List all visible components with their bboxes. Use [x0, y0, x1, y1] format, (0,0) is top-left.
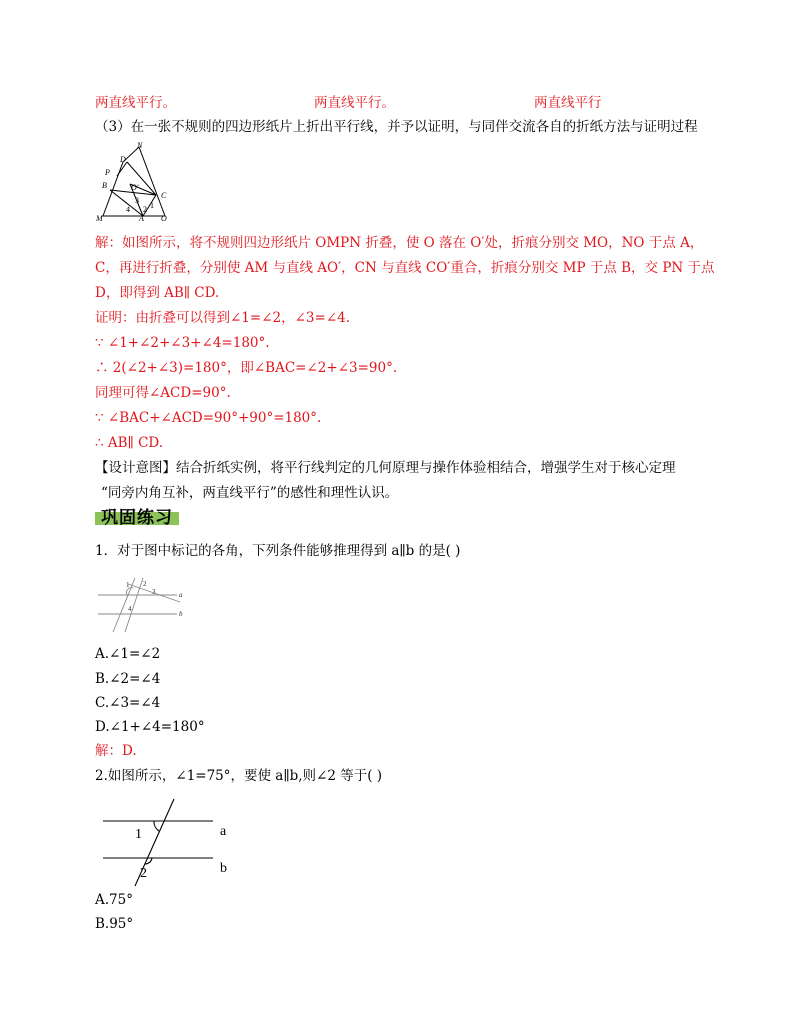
- proof-line-3: ∴ 2(∠2+∠3)=180°，即∠BAC=∠2+∠3=90°.: [95, 360, 398, 376]
- ex2-option-a: A.75°: [95, 892, 133, 908]
- label-C: C: [161, 191, 167, 200]
- label-A: A: [139, 214, 144, 223]
- top-answer-1: 两直线平行。: [95, 95, 176, 111]
- ex1-label-b: b: [179, 610, 183, 618]
- angle-label-1: 1: [150, 201, 154, 210]
- label-O-prime: O': [131, 183, 139, 192]
- angle-label-3: 3: [135, 196, 139, 205]
- ex1-answer: 解：D.: [95, 743, 137, 759]
- top-answer-3: 两直线平行: [534, 95, 602, 111]
- ex1-angle-1: 1: [126, 581, 130, 589]
- proof-line-1: 证明：由折叠可以得到∠1=∠2，∠3=∠4.: [95, 310, 351, 326]
- section-heading-text: 巩固练习: [101, 508, 173, 528]
- quadrilateral-outline: [103, 147, 165, 216]
- solution-line-2: C，再进行折叠，分别使 AM 与直线 AO′，CN 与直线 CO′重合，折痕分别交 MP 于点 B，交 PN 于点: [95, 260, 715, 276]
- angle-arc-1: [154, 821, 159, 831]
- ex2-option-b: B.95°: [95, 916, 134, 932]
- ex1-label-a: a: [179, 591, 183, 599]
- ex1-figure: [95, 574, 190, 634]
- ex2-label-b: b: [220, 861, 227, 876]
- ex1-question: 1．对于图中标记的各角，下列条件能够推理得到 a∥b 的是( ): [95, 543, 461, 559]
- label-O: O: [161, 214, 167, 223]
- ex2-angle-1: 1: [135, 827, 142, 842]
- proof-line-5: ∵ ∠BAC+∠ACD=90°+90°=180°.: [95, 410, 322, 426]
- ex1-option-b: B.∠2=∠4: [95, 671, 161, 687]
- angle-label-4: 4: [126, 205, 130, 214]
- label-M: M: [96, 214, 103, 223]
- ex1-option-a: A.∠1=∠2: [95, 646, 161, 662]
- ex1-option-c: C.∠3=∠4: [95, 695, 161, 711]
- design-intent-line-2: “同旁内角互补，两直线平行”的感性和理性认识。: [101, 485, 399, 501]
- ex2-label-a: a: [220, 824, 227, 839]
- top-answer-2: 两直线平行。: [314, 95, 395, 111]
- ex1-angle-3: 3: [152, 588, 156, 596]
- ex2-angle-2: 2: [140, 866, 147, 881]
- proof-line-6: ∴ AB∥ CD.: [95, 435, 164, 451]
- ex2-figure: [95, 796, 245, 888]
- folding-figure: [95, 140, 175, 222]
- label-N: N: [137, 141, 143, 150]
- proof-line-2: ∵ ∠1+∠2+∠3+∠4=180°.: [95, 335, 270, 351]
- q3-prompt: （3）在一张不规则的四边形纸片上折出平行线，并予以证明，与同伴交流各自的折纸方法与证明过程: [95, 119, 698, 135]
- solution-line-3: D，即得到 AB∥ CD.: [95, 285, 220, 301]
- design-intent-line-1: 【设计意图】结合折纸实例，将平行线判定的几何原理与操作体验相结合，增强学生对于核心定理: [95, 460, 676, 476]
- label-D: D: [120, 155, 126, 164]
- ex1-angle-4: 4: [128, 605, 132, 613]
- label-P: P: [105, 168, 110, 177]
- ex2-question: 2.如图所示，∠1=75°，要使 a∥b,则∠2 等于( ): [95, 768, 383, 784]
- section-heading: [95, 503, 179, 527]
- label-B: B: [102, 181, 107, 190]
- top-answer-row: [0, 94, 800, 112]
- ex1-angle-2: 2: [143, 580, 147, 588]
- transversal-1: [113, 578, 135, 632]
- solution-line-1: 解：如图所示，将不规则四边形纸片 OMPN 折叠，使 O 落在 O′处，折痕分别交 MO，NO 于点 A，: [95, 235, 704, 251]
- proof-line-4: 同理可得∠ACD=90°.: [95, 385, 231, 401]
- angle-label-2: 2: [143, 205, 147, 214]
- ex1-option-d: D.∠1+∠4=180°: [95, 719, 205, 735]
